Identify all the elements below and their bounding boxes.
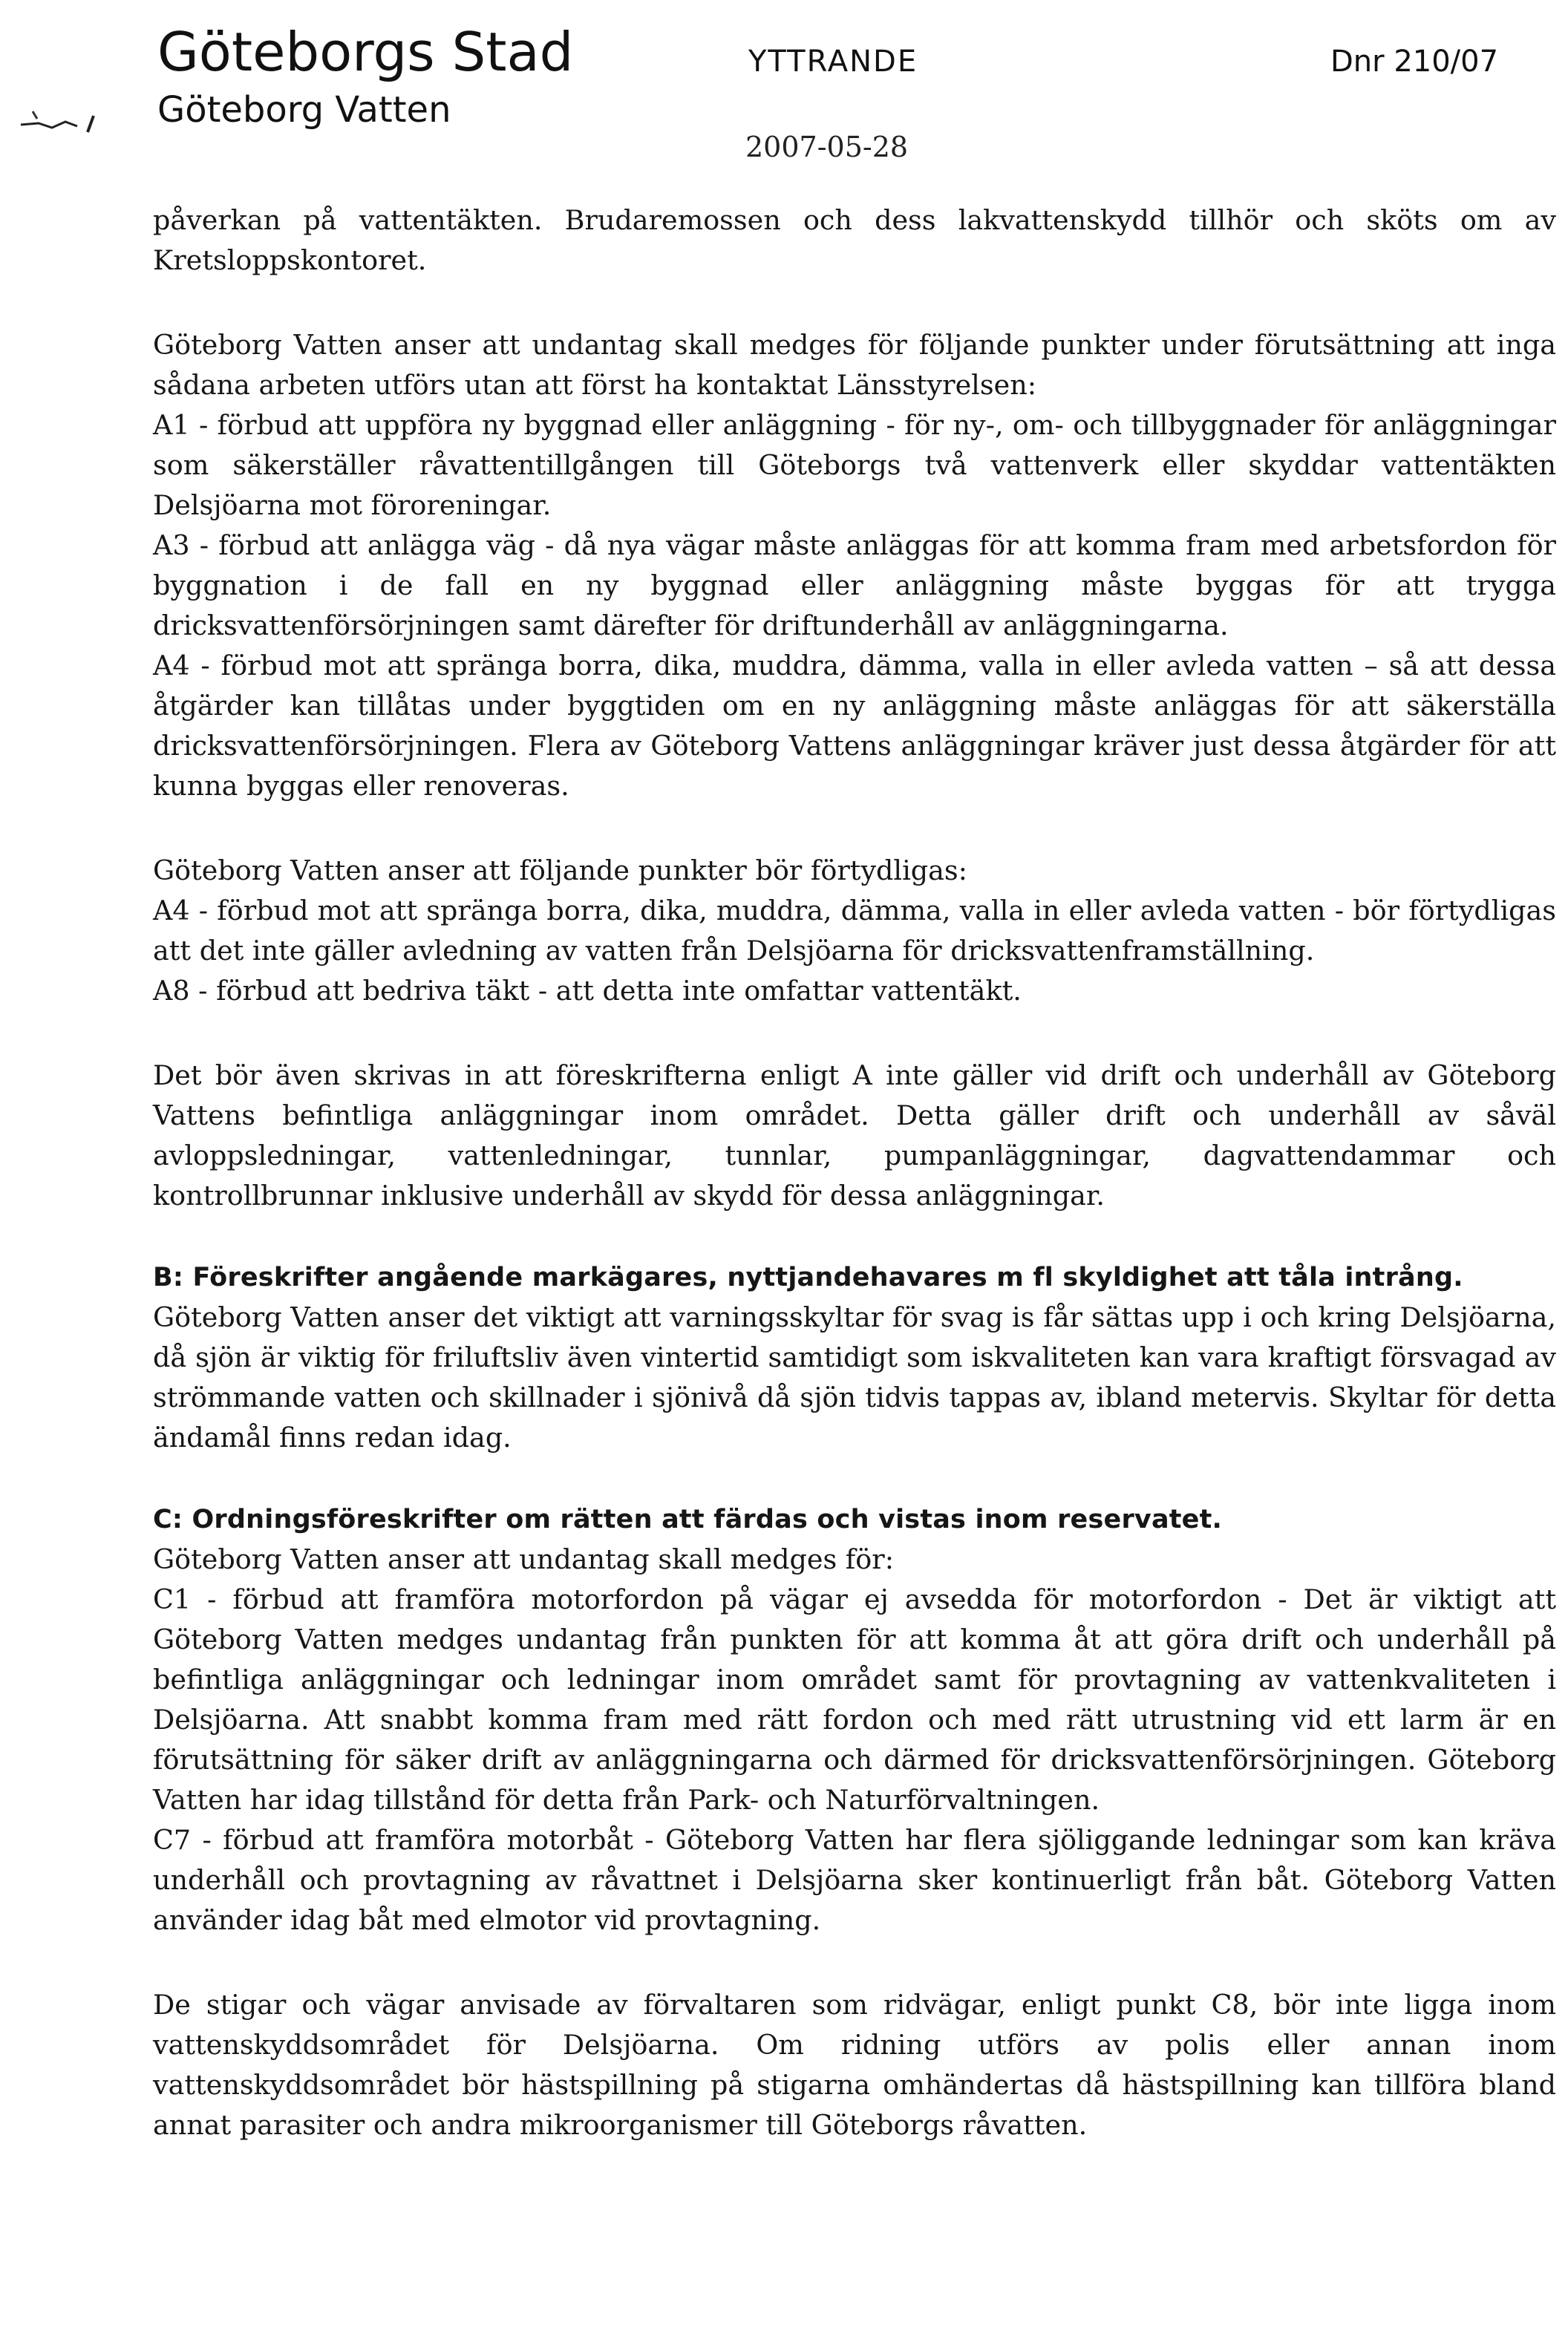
organization-name: Göteborgs Stad [157, 21, 574, 83]
paragraph-clarify-lead: Göteborg Vatten anser att följande punkter bör förtydligas: [153, 854, 967, 886]
paragraph-a4-clarify: A4 - förbud mot att spränga borra, dika, muddra, dämma, valla in eller avleda vatten - bör förtydligas att det inte gäller avledning av vatten från Delsjöarna för dricksvattenframställning. [153, 895, 1556, 967]
document-date: 2007-05-28 [745, 131, 909, 163]
section-b-heading: B: Föreskrifter angående markägares, nyttjandehavares m fl skyldighet att tåla intrång. [153, 1263, 1463, 1292]
paragraph-a8: A8 - förbud att bedriva täkt - att detta inte omfattar vattentäkt. [153, 975, 1022, 1007]
paragraph-intro: påverkan på vattentäkten. Brudaremossen och dess lakvattenskydd tillhör och sköts om av Kretsloppskontoret. [153, 204, 1556, 276]
paragraph-maintenance: Det bör även skrivas in att föreskrifterna enligt A inte gäller vid drift och underhåll av Göteborg Vattens befintliga anläggningar inom området. Detta gäller drift och underhåll av såväl avloppsledningar, vattenledningar, tunnlar, pumpanläggningar, dagvattendammar och kontrollbrunnar inklusive underhåll av skydd för dessa anläggningar. [153, 1059, 1556, 1212]
paragraph-a1: A1 - förbud att uppföra ny byggnad eller anläggning - för ny-, om- och tillbyggnader för anläggningar som säkerställer råvattentillgången till Göteborgs två vattenverk eller skyddar vattentäkten Delsjöarna mot föroreningar. [153, 409, 1556, 521]
paragraph-exemptions-lead: Göteborg Vatten anser att undantag skall medges för följande punkter under förutsättning att inga sådana arbeten utförs utan att först ha kontaktat Länsstyrelsen: [153, 329, 1556, 401]
document-type: YTTRANDE [748, 45, 918, 79]
city-logo-icon [6, 86, 140, 146]
paragraph-c7: C7 - förbud att framföra motorbåt - Göteborg Vatten har flera sjöliggande ledningar som kan kräva underhåll och provtagning av råvattnet i Delsjöarna sker kontinuerligt från båt. Göteborg Vatten använder idag båt med elmotor vid provtagning. [153, 1824, 1556, 1936]
paragraph-a3: A3 - förbud att anlägga väg - då nya vägar måste anläggas för att komma fram med arbetsfordon för byggnation i de fall en ny byggnad eller anläggning måste byggas för att trygga dricksvattenförsörjningen samt därefter för driftunderhåll av anläggningarna. [153, 529, 1556, 641]
paragraph-riding: De stigar och vägar anvisade av förvaltaren som ridvägar, enligt punkt C8, bör inte ligga inom vattenskyddsområdet för Delsjöarna. Om ridning utförs av polis eller annan inom vattenskyddsområdet bör hästspillning på stigarna omhändertas då hästspillning kan tillföra bland annat parasiter och andra mikroorganismer till Göteborgs råvatten. [153, 1989, 1556, 2141]
paragraph-a4: A4 - förbud mot att spränga borra, dika, muddra, dämma, valla in eller avleda vatten – så att dessa åtgärder kan tillåtas under byggtiden om en ny anläggning måste anläggas för att säkerställa dricksvattenförsörjningen. Flera av Göteborg Vattens anläggningar kräver just dessa åtgärder för att kunna byggas eller renoveras. [153, 650, 1556, 802]
paragraph-c-lead: Göteborg Vatten anser att undantag skall medges för: [153, 1543, 895, 1575]
diary-number: Dnr 210/07 [1330, 45, 1499, 79]
section-c-heading: C: Ordningsföreskrifter om rätten att färdas och vistas inom reservatet. [153, 1505, 1223, 1534]
department-name: Göteborg Vatten [157, 89, 451, 131]
document-body [153, 200, 1556, 2145]
letterhead [0, 0, 1568, 178]
paragraph-c1: C1 - förbud att framföra motorfordon på vägar ej avsedda för motorfordon - Det är viktigt att Göteborg Vatten medges undantag från punkten för att komma åt att göra drift och underhåll på befintliga anläggningar och ledningar inom området samt för provtagning av vattenkvaliteten i Delsjöarna. Att snabbt komma fram med rätt fordon och med rätt utrustning vid ett larm är en förutsättning för säker drift av anläggningarna och därmed för dricksvattenförsörjningen. Göteborg Vatten har idag tillstånd för detta från Park- och Naturförvaltningen. [153, 1583, 1556, 1816]
paragraph-ice-signs: Göteborg Vatten anser det viktigt att varningsskyltar för svag is får sättas upp i och kring Delsjöarna, då sjön är viktig för friluftsliv även vintertid samtidigt som iskvaliteten kan vara kraftigt försvagad av strömmande vatten och skillnader i sjönivå då sjön tidvis tappas av, ibland metervis. Skyltar för detta ändamål finns redan idag. [153, 1301, 1556, 1454]
